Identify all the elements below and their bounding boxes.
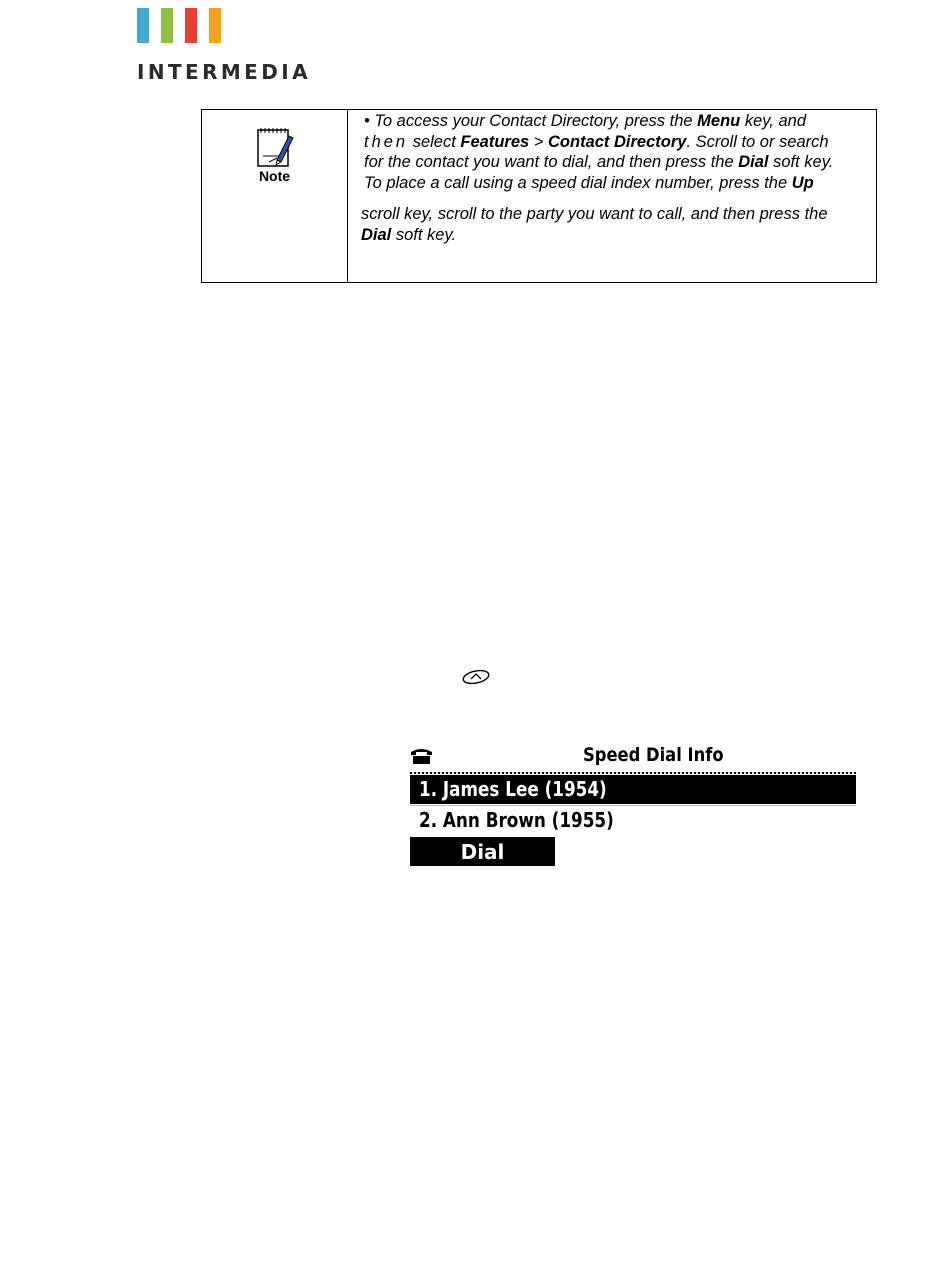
- note-text: then: [364, 132, 409, 151]
- note-label: Note: [258, 168, 291, 184]
- features-term: Features: [460, 132, 530, 151]
- dial-term: Dial: [738, 153, 769, 171]
- up-key-term: Up: [791, 173, 814, 192]
- note-text: select: [408, 132, 461, 151]
- phone-lcd-screen: [410, 744, 856, 866]
- note-text: • To access your Contact Directory, press the: [364, 112, 698, 130]
- dial-term: Dial: [361, 225, 392, 244]
- logo-bar-green: [161, 8, 173, 43]
- note-text: scroll key, scroll to the party you want to call, and then press the: [361, 205, 828, 223]
- notepad-pencil-icon: [255, 126, 295, 170]
- dial-softkey[interactable]: [410, 837, 555, 866]
- note-text: soft key.: [768, 153, 834, 171]
- note-text: key, and: [740, 112, 806, 130]
- logo-bars: [137, 8, 227, 44]
- speed-dial-entry-label: 1. James Lee (1954): [419, 777, 607, 801]
- note-text: soft key.: [391, 225, 457, 244]
- logo-bar-red: [185, 8, 197, 43]
- intermedia-logo: [137, 8, 311, 84]
- note-text: . Scroll to or search: [686, 132, 829, 151]
- contact-directory-term: Contact Directory: [548, 132, 687, 151]
- logo-wordmark: INTERMEDIA: [137, 60, 311, 84]
- note-text: >: [529, 132, 548, 151]
- handset-icon: [410, 746, 433, 765]
- note-text: for the contact you want to dial, and then press the: [364, 153, 739, 171]
- logo-bar-blue: [137, 8, 149, 43]
- speed-dial-entry[interactable]: [410, 805, 856, 835]
- dial-softkey-label: Dial: [460, 840, 505, 864]
- lcd-title: Speed Dial Info: [583, 744, 724, 766]
- menu-key-term: Menu: [697, 112, 741, 130]
- note-paragraph-1: [364, 111, 876, 193]
- speed-dial-entry-label: 2. Ann Brown (1955): [419, 808, 614, 832]
- lcd-divider: [410, 772, 856, 774]
- speed-dial-entry-selected[interactable]: [410, 775, 856, 804]
- note-text: To place a call using a speed dial index number, press the: [364, 173, 792, 192]
- note-text-cell: [348, 110, 876, 282]
- up-scroll-key-icon: [461, 669, 491, 685]
- note-icon-cell: [202, 110, 348, 282]
- note-box: [201, 109, 877, 283]
- note-paragraph-2: [361, 204, 873, 245]
- logo-bar-orange: [209, 8, 221, 43]
